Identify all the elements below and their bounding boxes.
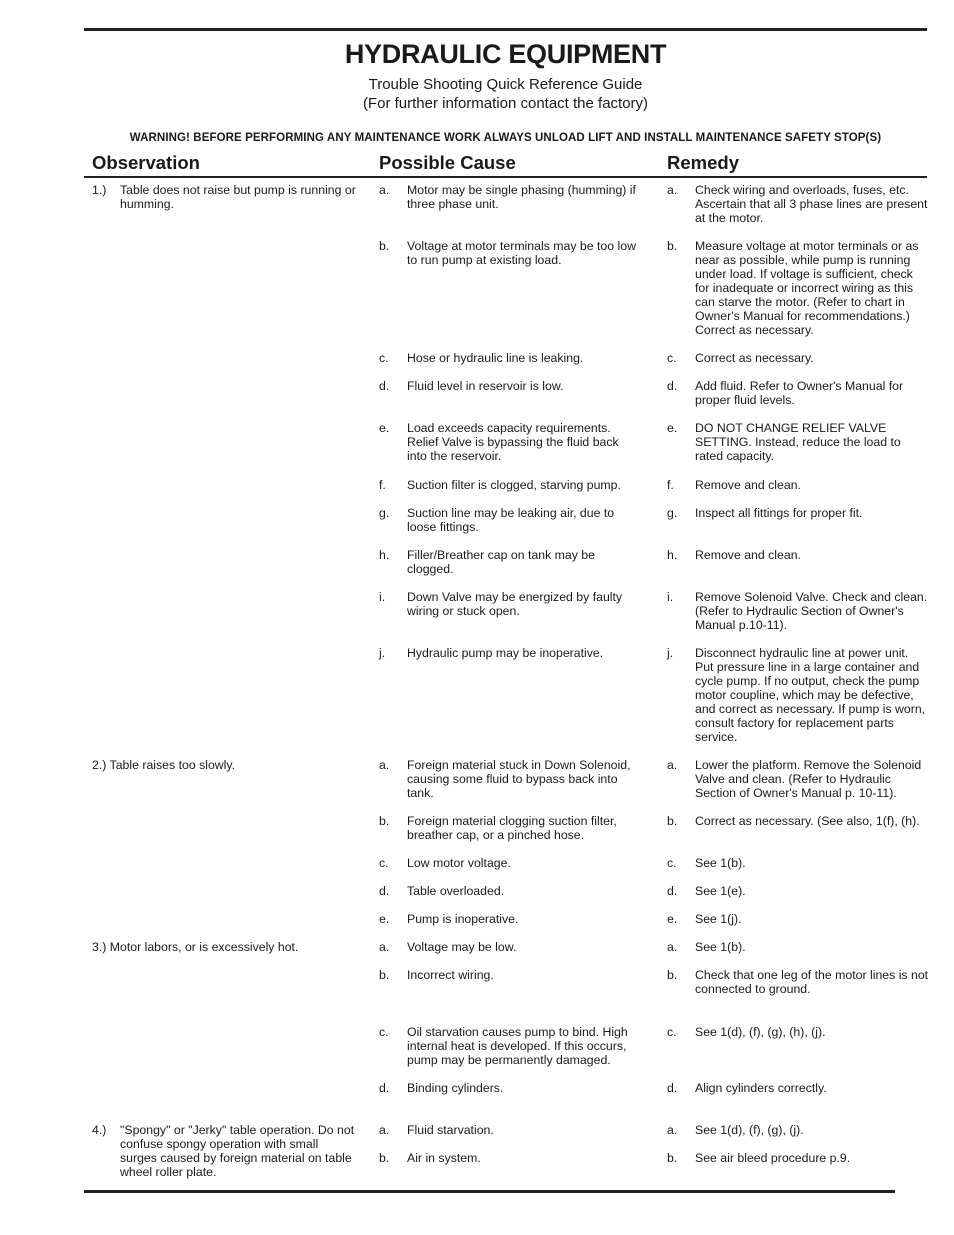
remedy-letter: b.: [667, 239, 678, 253]
possible-cause-letter: g.: [379, 506, 390, 520]
possible-cause-letter: b.: [379, 1151, 390, 1165]
remedy-text: See 1(j).: [695, 912, 742, 926]
remedy-text: See 1(d), (f), (g), (j).: [695, 1123, 804, 1137]
observation-cell: [92, 1123, 357, 1179]
possible-cause-text: Hydraulic pump may be inoperative.: [407, 646, 604, 660]
possible-cause-cell: [379, 1025, 641, 1067]
remedy-letter: c.: [667, 1025, 677, 1039]
remedy-cell: [667, 912, 929, 926]
possible-cause-cell: [379, 646, 641, 660]
possible-cause-text: Fluid level in reservoir is low.: [407, 379, 564, 393]
possible-cause-letter: i.: [379, 590, 386, 604]
remedy-cell: [667, 1123, 929, 1137]
possible-cause-cell: [379, 968, 641, 982]
safety-warning: WARNING! BEFORE PERFORMING ANY MAINTENANCE WORK ALWAYS UNLOAD LIFT AND INSTALL MAINTENANCE SAFETY STOP(S): [129, 132, 882, 144]
possible-cause-cell: [379, 506, 641, 534]
possible-cause-text: Foreign material clogging suction filter, breather cap, or a pinched hose.: [407, 814, 617, 842]
possible-cause-letter: b.: [379, 968, 390, 982]
remedy-cell: [667, 183, 929, 225]
remedy-letter: b.: [667, 814, 678, 828]
possible-cause-letter: b.: [379, 239, 390, 253]
remedy-text: DO NOT CHANGE RELIEF VALVE SETTING. Instead, reduce the load to rated capacity.: [695, 421, 901, 463]
possible-cause-cell: [379, 1151, 641, 1165]
possible-cause-text: Low motor voltage.: [407, 856, 511, 870]
remedy-text: See 1(b).: [695, 940, 746, 954]
remedy-cell: [667, 884, 929, 898]
page-title: HYDRAULIC EQUIPMENT: [344, 39, 667, 69]
observation-cell: [92, 940, 357, 954]
remedy-cell: [667, 1081, 929, 1095]
possible-cause-cell: [379, 351, 641, 365]
remedy-letter: i.: [667, 590, 674, 604]
remedy-letter: a.: [667, 1123, 678, 1137]
remedy-letter: d.: [667, 1081, 678, 1095]
possible-cause-cell: [379, 421, 641, 463]
observation-text: 2.) Table raises too slowly.: [92, 758, 236, 772]
possible-cause-letter: d.: [379, 1081, 390, 1095]
possible-cause-letter: a.: [379, 183, 390, 197]
remedy-cell: [667, 646, 929, 744]
remedy-letter: b.: [667, 968, 678, 982]
remedy-cell: [667, 1025, 929, 1039]
column-header-possible-cause: Possible Cause: [379, 152, 516, 173]
possible-cause-cell: [379, 940, 641, 954]
column-header-observation: Observation: [92, 152, 200, 173]
possible-cause-text: Voltage at motor terminals may be too low to run pump at existing load.: [407, 239, 636, 267]
possible-cause-text: Filler/Breather cap on tank may be clogged.: [407, 548, 595, 576]
remedy-text: See 1(e).: [695, 884, 746, 898]
remedy-letter: a.: [667, 940, 678, 954]
remedy-cell: [667, 239, 929, 337]
remedy-text: See 1(d), (f), (g), (h), (j).: [695, 1025, 826, 1039]
remedy-text: Lower the platform. Remove the Solenoid Valve and clean. (Refer to Hydraulic Section of Owner's Manual p. 10-11).: [695, 758, 922, 800]
observation-text: Table does not raise but pump is running or humming.: [120, 183, 356, 211]
possible-cause-text: Down Valve may be energized by faulty wiring or stuck open.: [407, 590, 623, 618]
remedy-letter: h.: [667, 548, 678, 562]
possible-cause-letter: d.: [379, 884, 390, 898]
possible-cause-cell: [379, 814, 641, 842]
possible-cause-text: Hose or hydraulic line is leaking.: [407, 351, 584, 365]
observation-text: 3.) Motor labors, or is excessively hot.: [92, 940, 299, 954]
remedy-text: Add fluid. Refer to Owner's Manual for proper fluid levels.: [695, 379, 904, 407]
remedy-cell: [667, 590, 929, 632]
possible-cause-letter: b.: [379, 814, 390, 828]
remedy-letter: d.: [667, 884, 678, 898]
bottom-rule: [84, 1190, 895, 1193]
observation-cell: [92, 183, 357, 211]
possible-cause-cell: [379, 183, 641, 211]
possible-cause-letter: e.: [379, 912, 390, 926]
possible-cause-letter: a.: [379, 758, 390, 772]
remedy-cell: [667, 421, 929, 463]
possible-cause-cell: [379, 1123, 641, 1137]
possible-cause-letter: c.: [379, 351, 389, 365]
possible-cause-text: Foreign material stuck in Down Solenoid, causing some fluid to bypass back into tank.: [407, 758, 631, 800]
remedy-text: Correct as necessary.: [695, 351, 814, 365]
remedy-cell: [667, 1151, 929, 1165]
remedy-cell: [667, 506, 929, 520]
remedy-text: Disconnect hydraulic line at power unit. Put pressure line in a large container and cycle pump. If no output, check the pump motor coupline, which may be defective, and correct as necessary. If pump is worn, consult factory for replacement parts service.: [695, 646, 926, 744]
remedy-text: Remove Solenoid Valve. Check and clean. (Refer to Hydraulic Section of Owner's Manual p.10-11).: [695, 590, 928, 632]
remedy-cell: [667, 968, 929, 996]
possible-cause-cell: [379, 912, 641, 926]
remedy-cell: [667, 548, 929, 562]
possible-cause-letter: c.: [379, 1025, 389, 1039]
remedy-letter: c.: [667, 351, 677, 365]
possible-cause-cell: [379, 379, 641, 393]
remedy-text: Measure voltage at motor terminals or as near as possible, while pump is running under load. If voltage is sufficient, check for inadequate or incorrect wiring as this can starve the motor. (Refer to chart in Owner's Manual for recommendations.) Correct as necessary.: [695, 239, 919, 337]
possible-cause-text: Pump is inoperative.: [407, 912, 519, 926]
remedy-letter: a.: [667, 183, 678, 197]
possible-cause-text: Oil starvation causes pump to bind. High internal heat is developed. If this occurs, pump may be permanently damaged.: [407, 1025, 628, 1067]
possible-cause-cell: [379, 884, 641, 898]
possible-cause-text: Binding cylinders.: [407, 1081, 504, 1095]
possible-cause-text: Suction filter is clogged, starving pump.: [407, 478, 621, 492]
possible-cause-letter: d.: [379, 379, 390, 393]
possible-cause-text: Air in system.: [407, 1151, 481, 1165]
remedy-letter: g.: [667, 506, 678, 520]
possible-cause-text: Motor may be single phasing (humming) if three phase unit.: [407, 183, 636, 211]
remedy-text: See 1(b).: [695, 856, 746, 870]
remedy-letter: a.: [667, 758, 678, 772]
remedy-text: Check that one leg of the motor lines is not connected to ground.: [695, 968, 929, 996]
remedy-text: Align cylinders correctly.: [695, 1081, 827, 1095]
remedy-text: See air bleed procedure p.9.: [695, 1151, 851, 1165]
possible-cause-cell: [379, 1081, 641, 1095]
possible-cause-text: Load exceeds capacity requirements. Relief Valve is bypassing the fluid back into the reservoir.: [407, 421, 619, 463]
possible-cause-letter: h.: [379, 548, 390, 562]
possible-cause-cell: [379, 856, 641, 870]
remedy-letter: c.: [667, 856, 677, 870]
remedy-cell: [667, 379, 929, 407]
page-subtitle: Trouble Shooting Quick Reference Guide: [368, 76, 643, 93]
possible-cause-letter: e.: [379, 421, 390, 435]
possible-cause-cell: [379, 478, 641, 492]
remedy-letter: e.: [667, 912, 678, 926]
possible-cause-text: Voltage may be low.: [407, 940, 517, 954]
possible-cause-letter: a.: [379, 1123, 390, 1137]
possible-cause-text: Table overloaded.: [407, 884, 505, 898]
remedy-cell: [667, 814, 929, 828]
observation-number: 4.): [92, 1123, 107, 1137]
remedy-letter: b.: [667, 1151, 678, 1165]
remedy-text: Correct as necessary. (See also, 1(f), (h).: [695, 814, 920, 828]
column-header-remedy: Remedy: [667, 152, 739, 173]
possible-cause-letter: j.: [379, 646, 386, 660]
remedy-letter: d.: [667, 379, 678, 393]
possible-cause-letter: a.: [379, 940, 390, 954]
observation-cell: [92, 758, 357, 772]
remedy-text: Check wiring and overloads, fuses, etc. Ascertain that all 3 phase lines are present at the motor.: [695, 183, 928, 225]
remedy-cell: [667, 351, 929, 365]
contact-note: (For further information contact the factory): [362, 95, 649, 112]
remedy-text: Remove and clean.: [695, 478, 801, 492]
possible-cause-letter: f.: [379, 478, 386, 492]
remedy-cell: [667, 478, 929, 492]
remedy-text: Inspect all fittings for proper fit.: [695, 506, 863, 520]
possible-cause-text: Fluid starvation.: [407, 1123, 494, 1137]
remedy-text: Remove and clean.: [695, 548, 801, 562]
remedy-letter: j.: [667, 646, 674, 660]
remedy-letter: f.: [667, 478, 674, 492]
possible-cause-cell: [379, 548, 641, 576]
observation-number: 1.): [92, 183, 107, 197]
possible-cause-cell: [379, 758, 641, 800]
possible-cause-letter: c.: [379, 856, 389, 870]
possible-cause-text: Suction line may be leaking air, due to loose fittings.: [407, 506, 615, 534]
possible-cause-text: Incorrect wiring.: [407, 968, 494, 982]
possible-cause-cell: [379, 239, 641, 267]
possible-cause-cell: [379, 590, 641, 618]
remedy-letter: e.: [667, 421, 678, 435]
remedy-cell: [667, 758, 929, 800]
observation-text: "Spongy" or "Jerky" table operation. Do not confuse spongy operation with small surges caused by foreign material on table wheel roller plate.: [120, 1123, 355, 1179]
remedy-cell: [667, 856, 929, 870]
remedy-cell: [667, 940, 929, 954]
